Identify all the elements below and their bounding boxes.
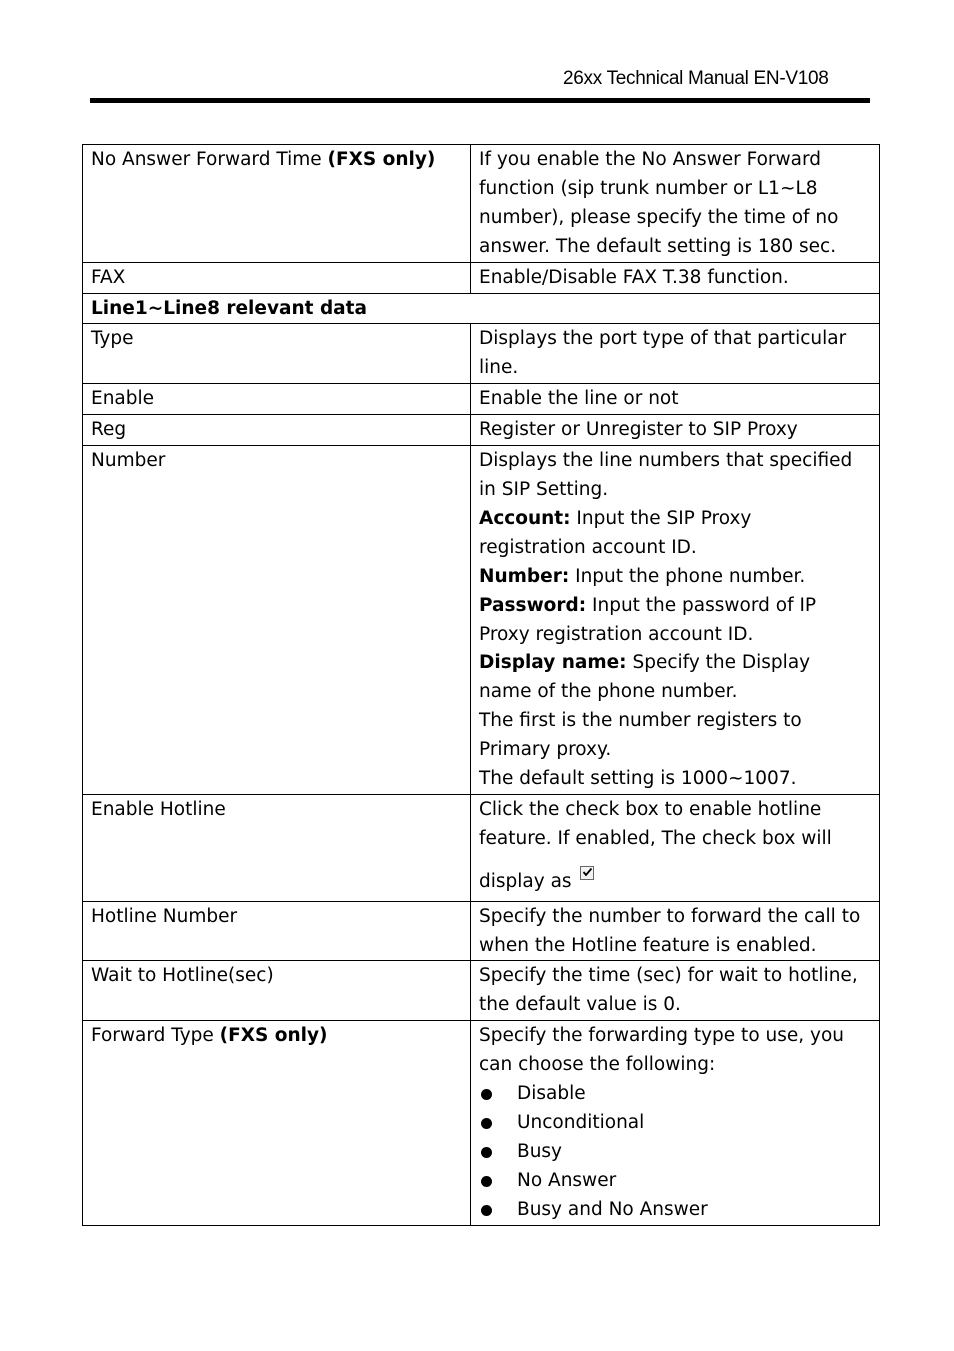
option-text: No Answer [517,1169,617,1191]
table-row [83,794,880,901]
row-label: Wait to Hotline(sec) [83,961,471,1021]
table-row [83,901,880,961]
bullet-icon [481,1205,492,1216]
table-row [83,415,880,446]
list-item [479,1109,873,1138]
list-item [479,1196,873,1225]
desc-line [479,649,873,678]
desc-line: answer. The default setting is 180 sec. [479,235,837,257]
desc-line: feature. If enabled, The check box will [479,827,832,849]
table-row [83,446,880,795]
field-definition: Input the phone number. [569,565,806,587]
header-rule [90,98,870,103]
label-qualifier: (FXS only) [219,1025,328,1047]
desc-line: The first is the number registers to [479,710,802,732]
row-description [471,324,880,384]
table-row [83,262,880,293]
display-as-text: display as [479,870,572,892]
row-description: Enable the line or not [471,384,880,415]
option-text: Disable [517,1083,586,1105]
list-item [479,1138,873,1167]
row-description [471,446,880,795]
desc-line: Click the check box to enable hotline [479,798,822,820]
row-description: Register or Unregister to SIP Proxy [471,415,880,446]
forward-type-options [479,1080,873,1225]
row-label: Hotline Number [83,901,471,961]
desc-line: when the Hotline feature is enabled. [479,934,817,956]
desc-line [479,563,873,592]
desc-line: The default setting is 1000~1007. [479,768,797,790]
option-text: Busy [517,1140,563,1162]
desc-line: Specify the number to forward the call to [479,905,861,927]
desc-line: Displays the line numbers that specified [479,450,853,472]
label-text: Forward Type [91,1025,220,1047]
row-description: Enable/Disable FAX T.38 function. [471,262,880,293]
field-term: Display name: [479,652,627,674]
bullet-icon [481,1147,492,1158]
field-term: Account: [479,507,571,529]
row-label: Enable [83,384,471,415]
row-description [471,901,880,961]
section-row [83,293,880,324]
row-label: Number [83,446,471,795]
bullet-icon [481,1176,492,1187]
desc-line: registration account ID. [479,536,697,558]
desc-line [479,592,873,621]
row-label: Reg [83,415,471,446]
desc-line: number), please specify the time of no [479,206,839,228]
section-title: Line1~Line8 relevant data [83,293,880,324]
desc-line: Displays the port type of that particular [479,328,847,350]
row-label [83,145,471,263]
row-label: Type [83,324,471,384]
row-label [83,1021,471,1225]
desc-line: line. [479,357,519,379]
desc-line: name of the phone number. [479,681,738,703]
desc-line: Primary proxy. [479,739,612,761]
table-row [83,145,880,263]
row-label: FAX [83,262,471,293]
label-qualifier: (FXS only) [327,149,436,170]
spec-table [82,144,880,1226]
desc-line: can choose the following: [479,1054,716,1076]
table-row [83,324,880,384]
desc-line: the default value is 0. [479,994,681,1016]
page-header-title: 26xx Technical Manual EN-V108 [563,68,829,89]
desc-line: Specify the time (sec) for wait to hotline, [479,965,858,987]
table-row [83,961,880,1021]
table-row [83,1021,880,1225]
row-description [471,1021,880,1225]
row-description [471,961,880,1021]
checked-checkbox-icon [580,866,594,880]
field-term: Password: [479,594,587,616]
field-definition: Specify the Display [626,652,811,674]
label-text: No Answer Forward Time [91,149,328,170]
desc-line: Specify the forwarding type to use, you [479,1025,845,1047]
field-term: Number: [479,565,570,587]
desc-line: Proxy registration account ID. [479,623,754,645]
list-item [479,1080,873,1109]
desc-line: If you enable the No Answer Forward [479,149,822,170]
list-item [479,1167,873,1196]
desc-line: in SIP Setting. [479,478,609,500]
row-description [471,145,880,263]
row-label: Enable Hotline [83,794,471,901]
row-description [471,794,880,901]
desc-line: function (sip trunk number or L1~L8 [479,177,818,199]
bullet-icon [481,1118,492,1129]
desc-line [479,854,873,901]
desc-line [479,505,873,534]
bullet-icon [481,1089,492,1100]
option-text: Busy and No Answer [517,1198,708,1220]
field-definition: Input the SIP Proxy [570,507,752,529]
field-definition: Input the password of IP [586,594,817,616]
option-text: Unconditional [517,1112,645,1133]
table-row [83,384,880,415]
